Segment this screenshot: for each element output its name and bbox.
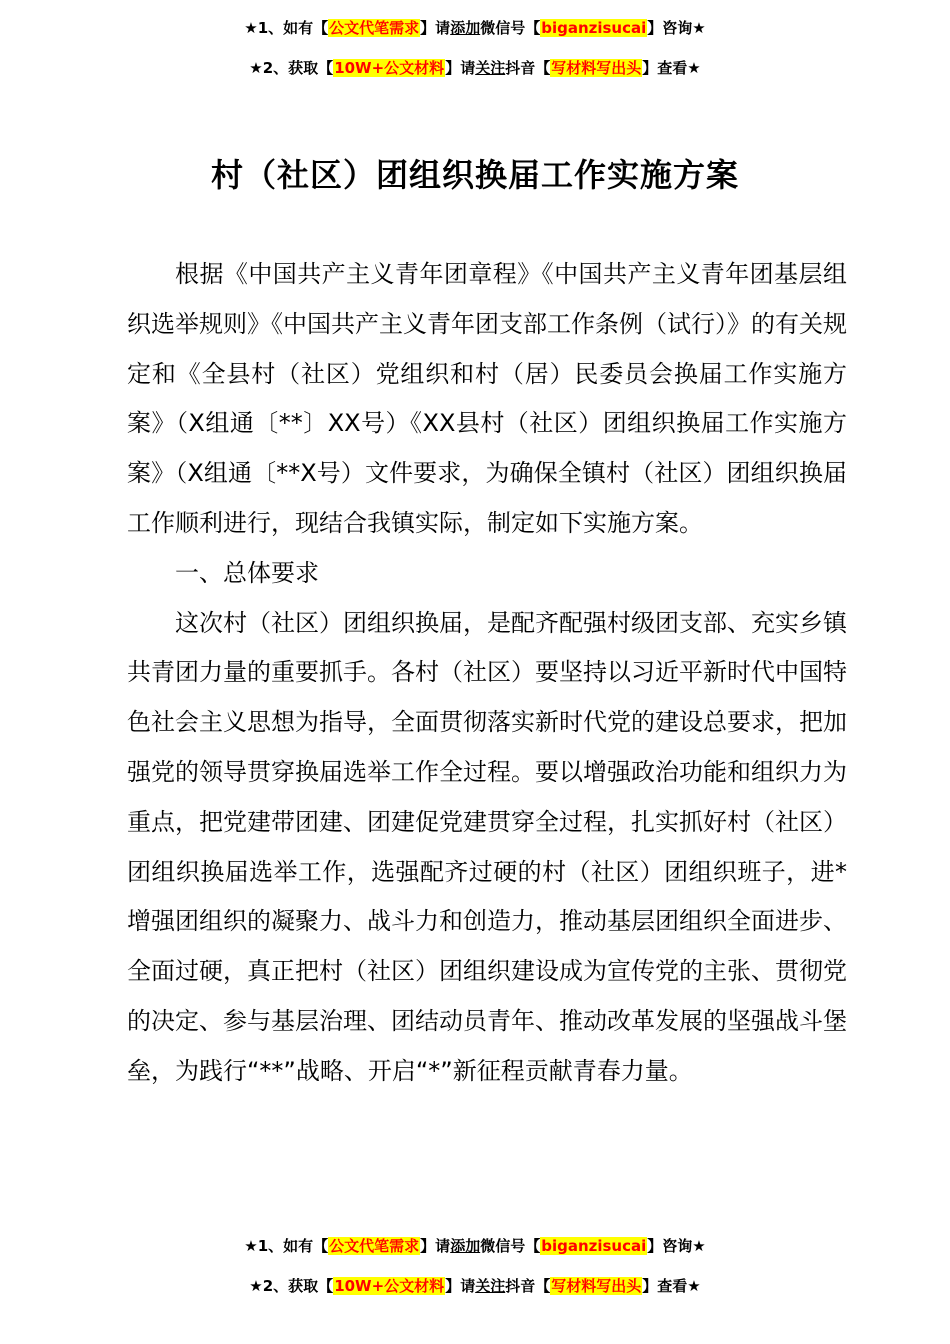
section-heading: 一、总体要求 <box>175 558 319 587</box>
body-paragraph: 这次村（社区）团组织换届，是配齐配强村级团支部、充实乡镇共青团力量的重要抓手。各村（社区）要坚持以习近平新时代中国特色社会主义思想为指导，全面贯彻落实新时代党的建设总要求，把加强党的领导贯穿换届选举工作全过程。要以增强政治功能和组织力为重点，把党建带团建、团建促党建贯穿全过程，扎实抓好村（社区）团组织换届选举工作，选强配齐过硬的村（社区）团组织班子，进*增强团组织的凝聚力、战斗力和创造力，推动基层团组织全面进步、全面过硬，真正把村（社区）团组织建设成为宣传党的主张、贯彻党的决定、参与基层治理、团结动员青年、推动改革发展的坚强战斗堡垒，为践行“**”战略、开启“*”新征程贡献青春力量。 <box>127 608 847 1085</box>
banner-highlight-materials: 10W+公文材料 <box>334 59 445 77</box>
bottom-banner-line-1 <box>0 1234 950 1258</box>
banner-text: ★2、获取【 <box>249 1277 334 1295</box>
banner-text: 】请 <box>445 1277 476 1295</box>
banner-text: 】查看★ <box>642 1277 701 1295</box>
top-banner-line-2 <box>0 56 950 80</box>
banner-underline-text: 关注 <box>475 1277 506 1295</box>
banner-text: 】咨询★ <box>647 1237 706 1255</box>
banner-text: 】请 <box>420 1237 451 1255</box>
intro-paragraph: 根据《中国共产主义青年团章程》《中国共产主义青年团基层组织选举规则》《中国共产主义青年团支部工作条例（试行）》的有关规定和《全县村（社区）党组织和村（居）民委员会换届工作实施方案》（X组通〔**〕XX号）《XX县村（社区）团组织换届工作实施方案》（X组通〔**X号）文件要求，为确保全镇村（社区）团组织换届工作顺利进行，现结合我镇实际，制定如下实施方案。 <box>127 260 847 537</box>
banner-highlight-douyin-id: 写材料写出头 <box>551 59 642 77</box>
banner-text: 微信号【 <box>480 19 541 37</box>
banner-text: 】请 <box>420 19 451 37</box>
banner-text: 抖音【 <box>505 59 551 77</box>
banner-highlight-materials: 10W+公文材料 <box>334 1277 445 1295</box>
banner-highlight-service: 公文代笔需求 <box>329 19 420 37</box>
banner-text: 】查看★ <box>642 59 701 77</box>
banner-text: 】咨询★ <box>647 19 706 37</box>
banner-text: 抖音【 <box>505 1277 551 1295</box>
banner-underline-text: 关注 <box>475 59 506 77</box>
document-title: 村（社区）团组织换届工作实施方案 <box>210 156 739 194</box>
banner-highlight-service: 公文代笔需求 <box>329 1237 420 1255</box>
banner-highlight-douyin-id: 写材料写出头 <box>551 1277 642 1295</box>
top-banner-line-1 <box>0 16 950 40</box>
banner-highlight-wechat-id: biganzisucai <box>541 19 647 37</box>
banner-text: ★2、获取【 <box>249 59 334 77</box>
banner-text: 微信号【 <box>480 1237 541 1255</box>
banner-underline-text: 添加 <box>450 19 481 37</box>
document-body <box>127 250 847 1097</box>
banner-text: ★1、如有【 <box>244 19 329 37</box>
banner-text: 】请 <box>445 59 476 77</box>
banner-highlight-wechat-id: biganzisucai <box>541 1237 647 1255</box>
banner-underline-text: 添加 <box>450 1237 481 1255</box>
banner-text: ★1、如有【 <box>244 1237 329 1255</box>
bottom-banner-line-2 <box>0 1274 950 1298</box>
